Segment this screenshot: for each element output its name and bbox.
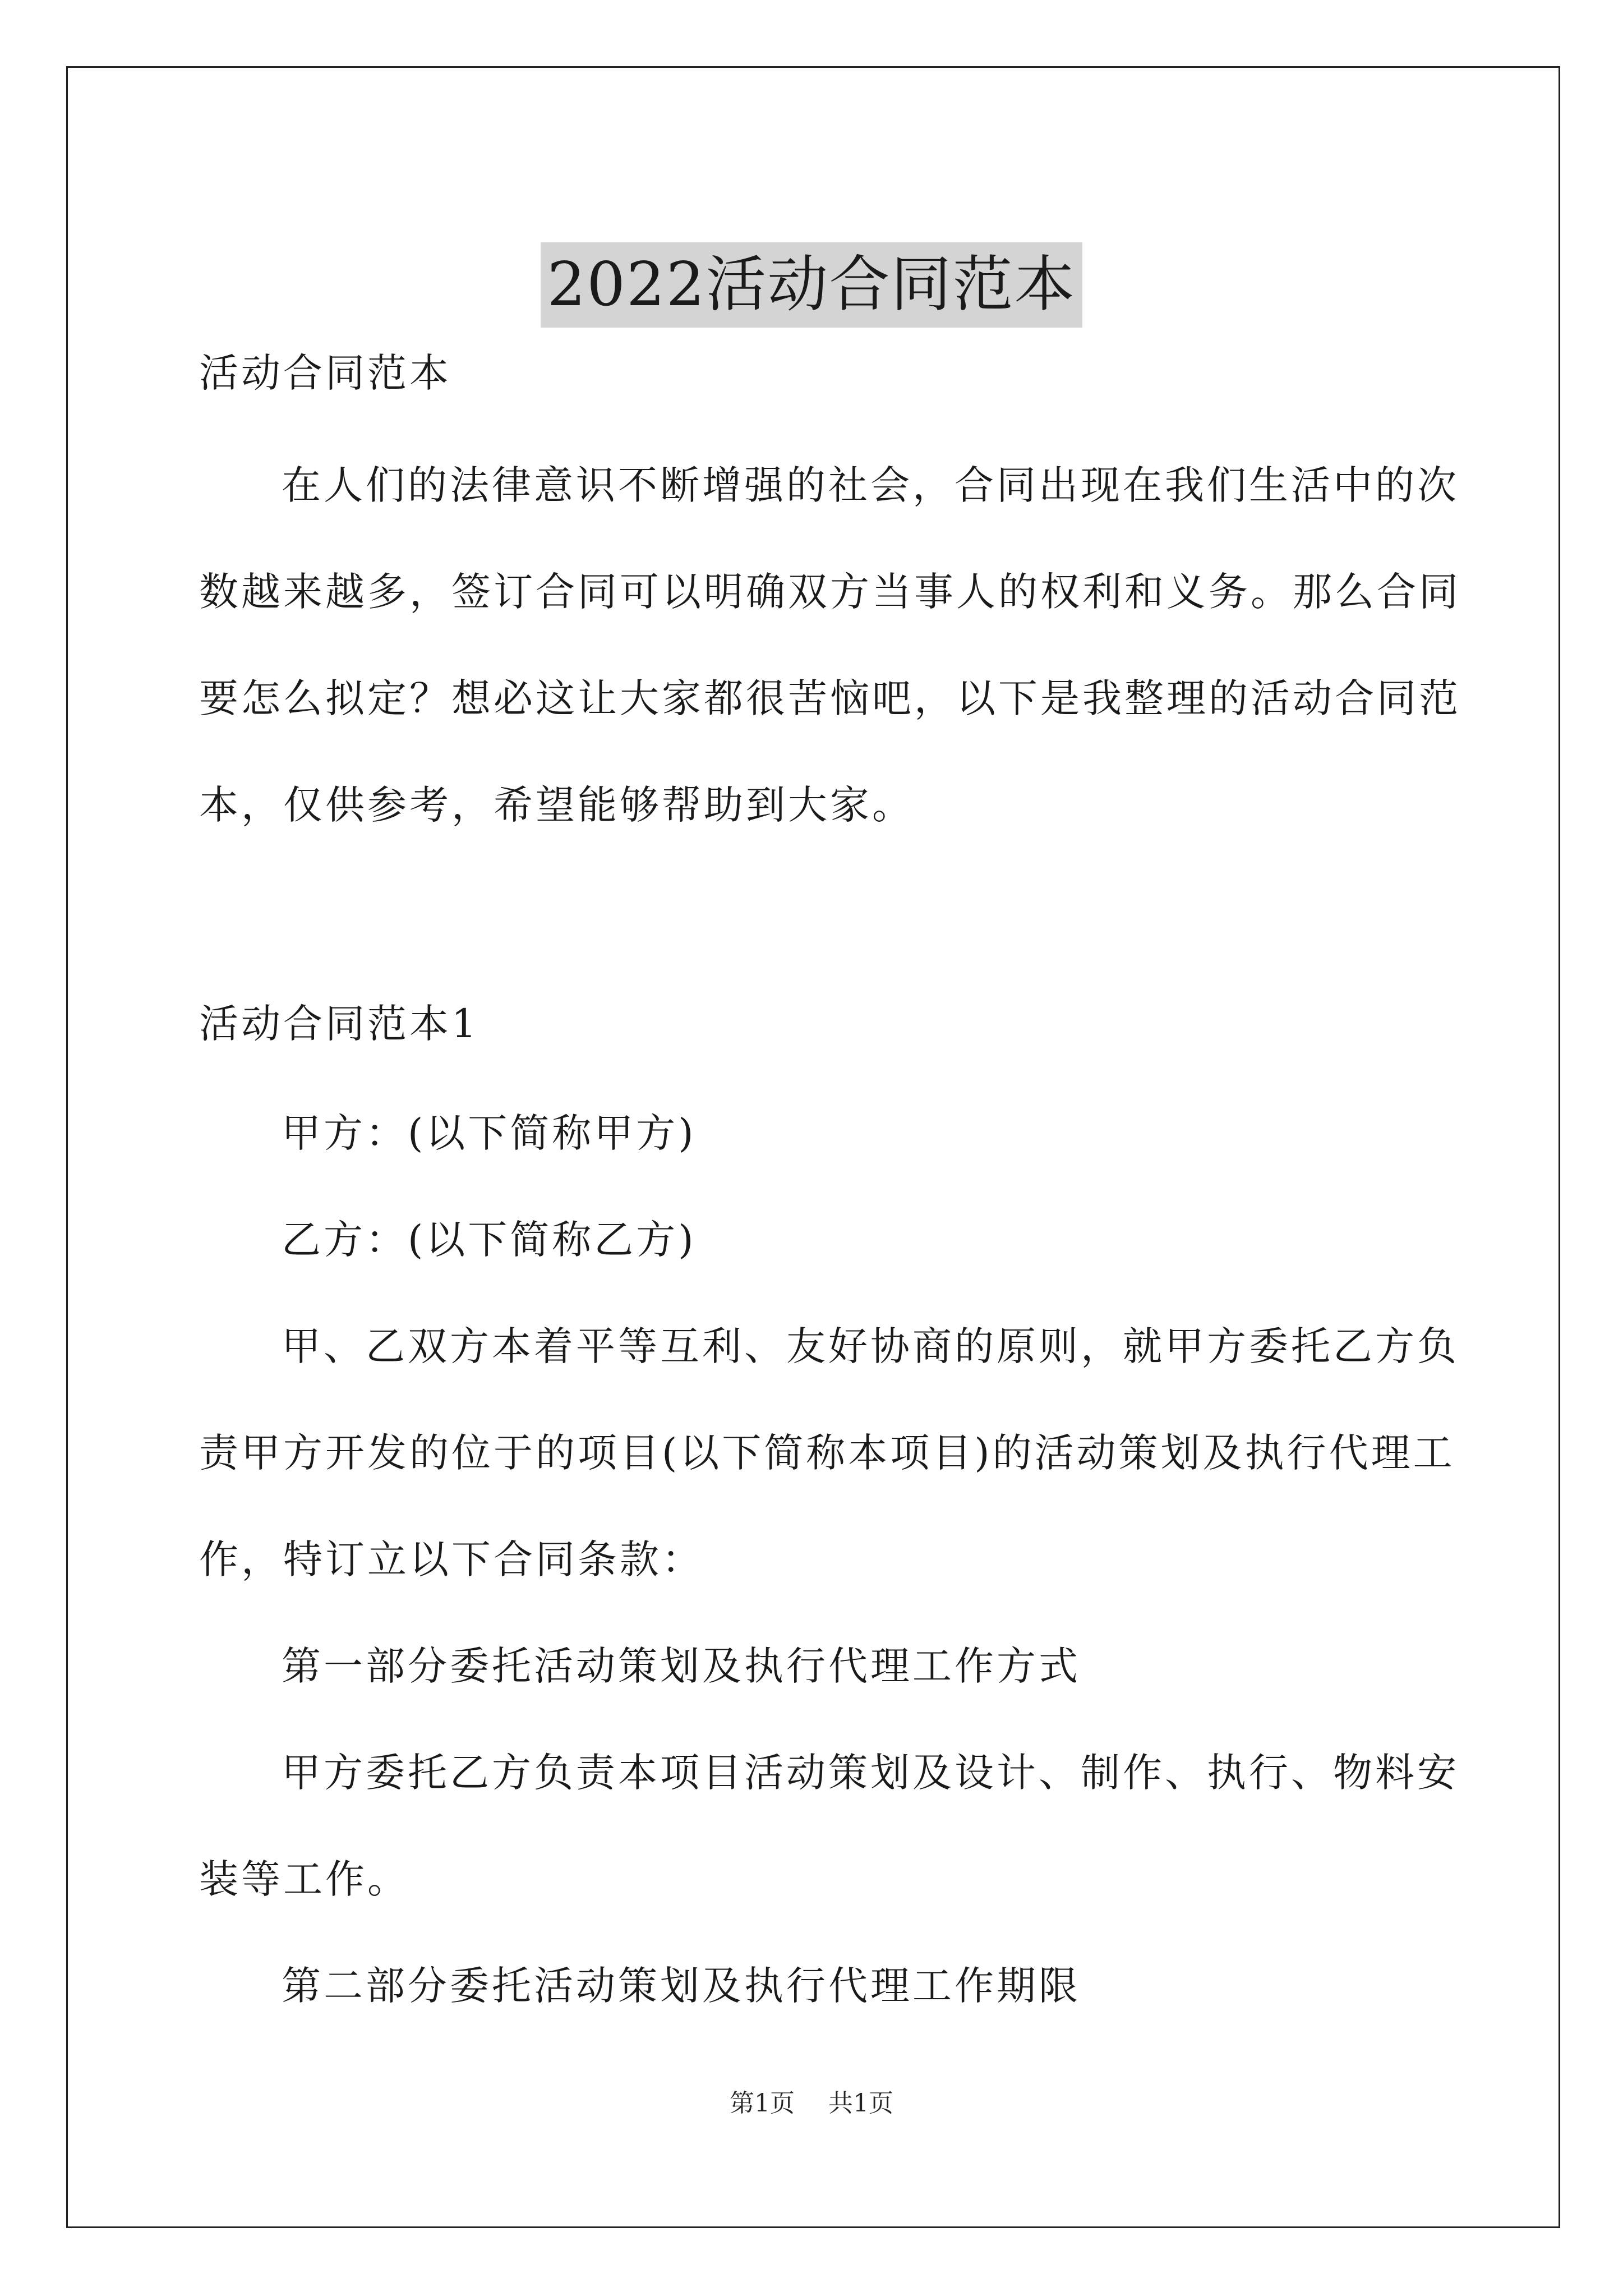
body-line: 作，特订立以下合同条款： <box>199 1536 704 1582</box>
body-line: 乙方：(以下简称乙方) <box>282 1217 697 1263</box>
page-footer <box>0 2087 1623 2120</box>
body-line: 要怎么拟定？想必这让大家都很苦恼吧，以下是我整理的活动合同范 <box>199 675 1461 721</box>
body-line: 数越来越多，签订合同可以明确双方当事人的权利和义务。那么合同 <box>199 569 1461 615</box>
body-line: 责甲方开发的位于的项目(以下简称本项目)的活动策划及执行代理工 <box>199 1430 1455 1476</box>
document-title: 2022活动合同范本 <box>541 242 1083 328</box>
body-line: 第一部分委托活动策划及执行代理工作方式 <box>282 1643 1081 1689</box>
body-line: 甲、乙双方本着平等互利、友好协商的原则，就甲方委托乙方负 <box>282 1323 1459 1369</box>
body-line: 甲方委托乙方负责本项目活动策划及设计、制作、执行、物料安 <box>282 1750 1459 1796</box>
section-heading: 活动合同范本 <box>199 350 451 396</box>
section-heading: 活动合同范本1 <box>199 1001 479 1047</box>
title-container <box>0 202 1623 369</box>
body-line: 甲方：(以下简称甲方) <box>282 1110 697 1156</box>
body-line: 在人们的法律意识不断增强的社会，合同出现在我们生活中的次 <box>282 462 1459 508</box>
body-line: 第二部分委托活动策划及执行代理工作期限 <box>282 1963 1081 2009</box>
page-total: 共1页 <box>828 2089 893 2118</box>
body-line: 装等工作。 <box>199 1856 409 1902</box>
body-line: 本，仅供参考，希望能够帮助到大家。 <box>199 782 914 828</box>
page-number: 第1页 <box>730 2089 795 2118</box>
